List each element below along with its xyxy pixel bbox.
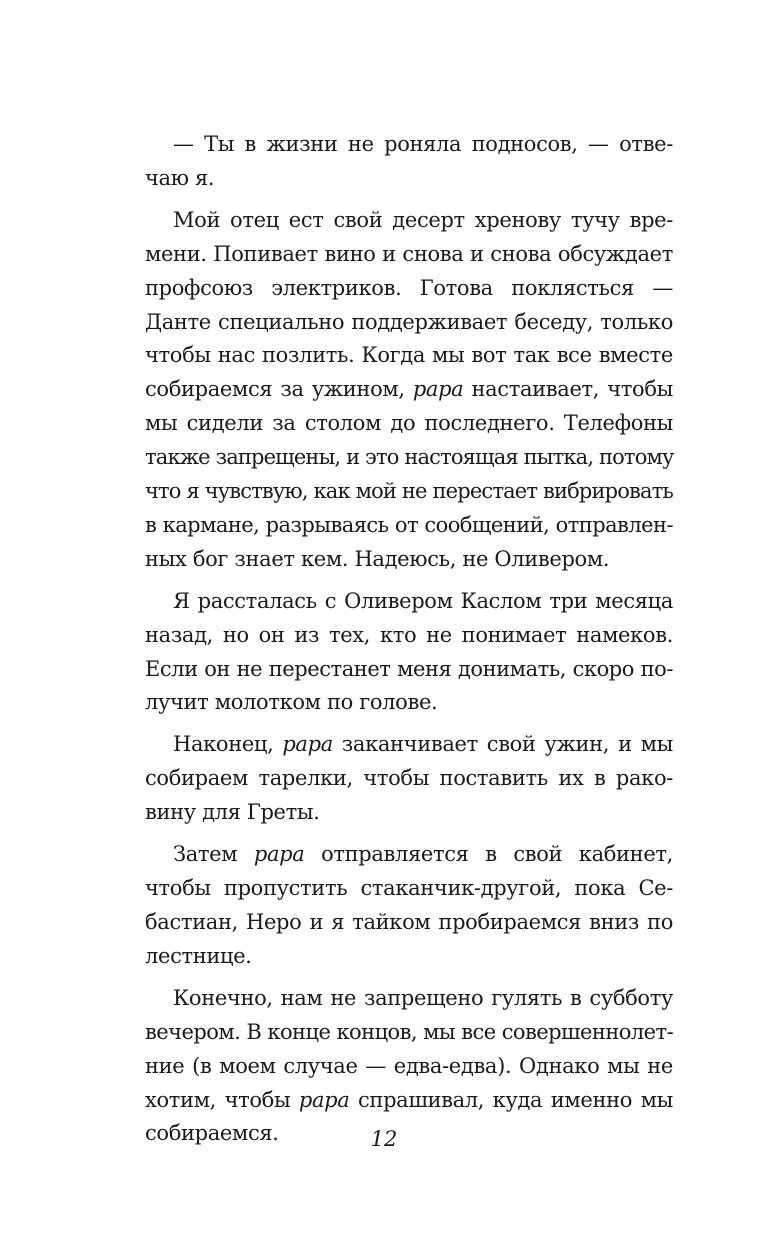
text-line [145, 407, 673, 441]
text-segment: также запрещены, и это настоящая пытка, потому [145, 445, 674, 470]
paragraph [145, 728, 673, 830]
italic-word: papa [253, 842, 305, 867]
text-segment: собираемся за ужином, [145, 377, 413, 402]
text-line [145, 1084, 673, 1118]
text-segment: мы сидели за столом до последнего. Телефоны [145, 411, 673, 436]
text-line [145, 762, 673, 796]
text-segment: собираемся. [145, 1121, 279, 1146]
text-segment: собираем тарелки, чтобы поставить их в рако- [145, 766, 673, 791]
text-segment: Данте специально поддерживает беседу, только [145, 309, 673, 334]
text-segment: — Ты в жизни не роняла подносов, — отве- [173, 132, 673, 156]
text-segment: ние (в моем случае — едва-едва). Однако мы не [145, 1053, 673, 1078]
text-segment: чтобы пропустить стаканчик-другой, пока Се- [145, 876, 673, 901]
text-line [145, 475, 673, 509]
text-segment: Конечно, нам не запрещено гулять в субботу [173, 985, 673, 1010]
text-line [145, 585, 673, 619]
text-line [145, 940, 673, 974]
text-segment: Наконец, [173, 732, 283, 757]
text-segment: отправляется в свой кабинет, [304, 842, 673, 867]
italic-word: papa [282, 732, 333, 757]
text-segment: чаю я. [145, 165, 215, 190]
italic-word: papa [412, 377, 464, 402]
paragraph-gap [145, 196, 673, 204]
text-segment: спрашивал, куда именно мы [349, 1087, 673, 1112]
text-segment: заканчивает свой ужин, и мы [332, 732, 673, 757]
text-segment: вечером. В конце концов, мы все совершеннолет- [145, 1019, 674, 1044]
text-line [145, 796, 673, 830]
paragraph [145, 838, 673, 974]
text-segment: настаивает, чтобы [463, 377, 673, 402]
text-segment: профсоюз электриков. Готова поклясться — [145, 275, 673, 300]
paragraph [145, 204, 673, 577]
text-segment: Затем [173, 842, 254, 867]
text-segment: Мой отец ест свой десерт хренову тучу вре- [173, 207, 673, 232]
text-line [145, 728, 673, 762]
text-line [145, 906, 673, 940]
text-line [145, 128, 673, 162]
text-segment: бастиан, Неро и я тайком пробираемся вниз по [145, 909, 673, 934]
text-line [145, 686, 673, 720]
text-segment: вину для Греты. [145, 800, 320, 825]
text-segment: хотим, чтобы [145, 1087, 299, 1112]
text-segment: назад, но он из тех, кто не понимает намеков. [145, 622, 673, 647]
text-line [145, 838, 673, 872]
text-line [145, 204, 673, 238]
paragraph-gap [145, 577, 673, 585]
paragraph-gap [145, 974, 673, 982]
text-line [145, 162, 673, 196]
text-line [145, 339, 673, 373]
text-line [145, 619, 673, 653]
text-segment: чтобы нас позлить. Когда мы вот так все вместе [145, 343, 673, 368]
text-line [145, 238, 673, 272]
text-segment: лучит молотком по голове. [145, 690, 438, 715]
text-line [145, 653, 673, 687]
paragraph [145, 128, 673, 196]
text-segment: ных бог знает кем. Надеюсь, не Оливером. [145, 546, 610, 571]
text-segment: в кармане, разрываясь от сообщений, отправлен- [145, 512, 673, 537]
text-segment: что я чувствую, как мой не перестает вибрировать [145, 479, 673, 503]
text-line [145, 441, 673, 475]
text-segment: Я рассталась с Оливером Каслом три месяца [173, 588, 673, 613]
text-line [145, 272, 673, 306]
text-line [145, 1050, 673, 1084]
paragraph [145, 585, 673, 721]
text-line [145, 306, 673, 340]
text-segment: мени. Попивает вино и снова и снова обсуждает [145, 241, 673, 266]
text-line [145, 543, 673, 577]
paragraph-gap [145, 720, 673, 728]
text-line [145, 1016, 673, 1050]
text-line [145, 509, 673, 543]
text-line [145, 872, 673, 906]
page-number: 12 [370, 1127, 398, 1151]
text-line [145, 982, 673, 1016]
text-segment: Если он не перестанет меня донимать, скоро по- [145, 656, 673, 681]
body-text [145, 128, 673, 1151]
text-segment: лестнице. [145, 943, 252, 968]
paragraph [145, 982, 673, 1151]
italic-word: papa [298, 1087, 350, 1112]
text-line [145, 373, 673, 407]
paragraph-gap [145, 830, 673, 838]
